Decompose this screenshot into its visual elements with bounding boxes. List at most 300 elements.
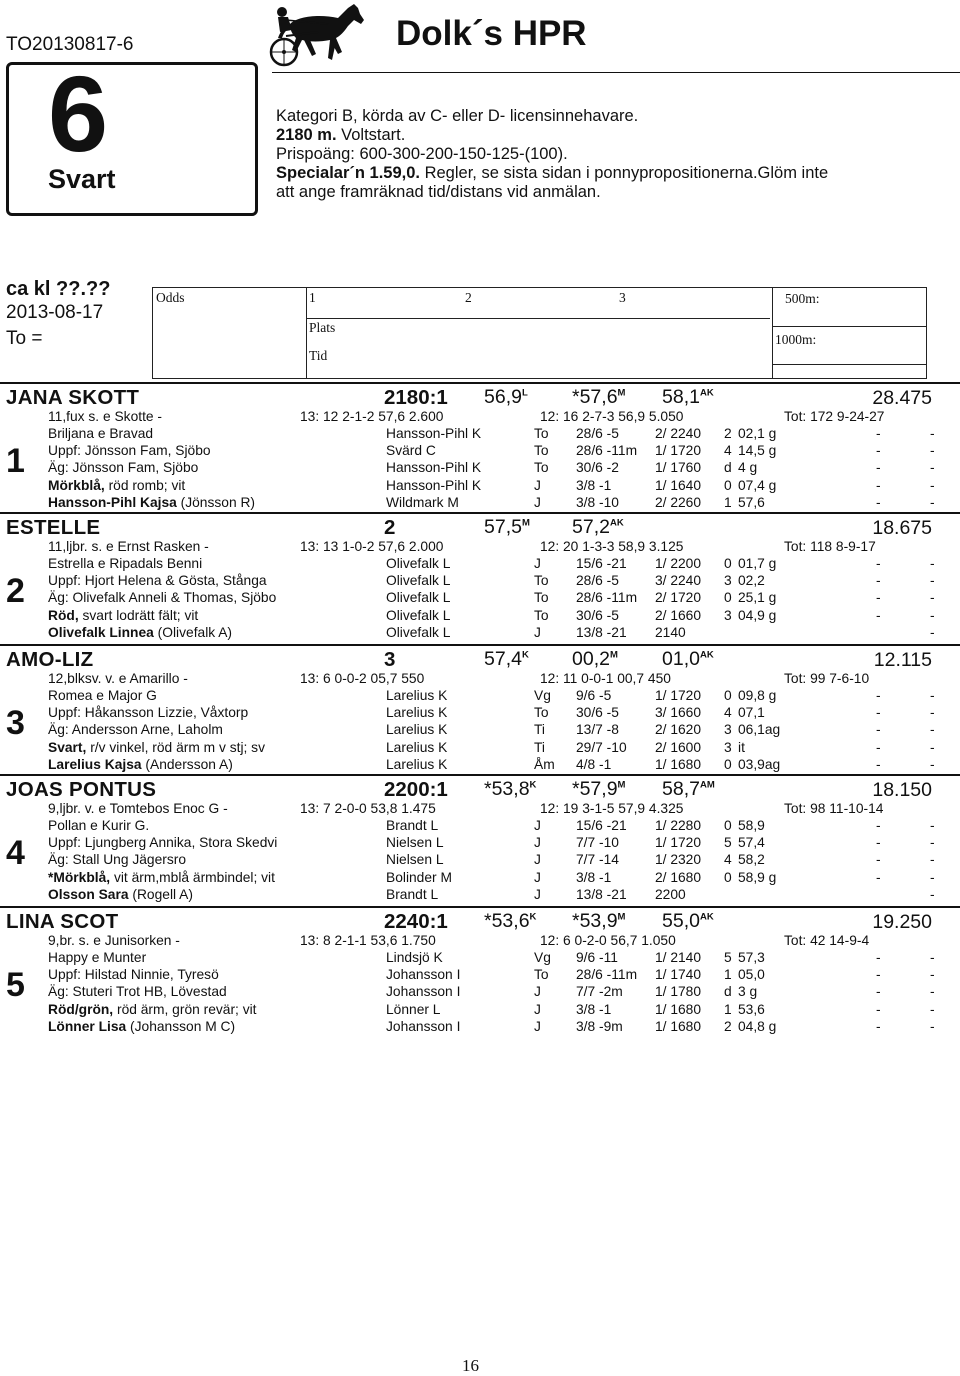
past-start-g: 57,6 (738, 494, 765, 510)
past-start-b: Johansson I (386, 967, 461, 983)
past-start-h: - (876, 705, 881, 721)
past-start-e: 2200 (655, 886, 686, 902)
stats-2013: 13: 8 2-1-1 53,6 1.750 (300, 933, 436, 948)
past-start-e: 1/ 1680 (655, 1018, 702, 1034)
past-start-b: Larelius K (386, 739, 448, 755)
past-start-g: 06,1ag (738, 722, 781, 738)
past-start-c: Ti (534, 739, 545, 755)
past-start-i: - (930, 607, 935, 623)
info-line: Olsson Sara (Rogell A) (48, 886, 193, 902)
start-number: 5 (6, 966, 25, 1004)
past-start-f: 0 (724, 818, 732, 833)
record-s2: $*53,9^M$ (572, 910, 626, 932)
past-start-i: - (930, 556, 935, 571)
past-start-f: 0 (724, 688, 732, 703)
past-start-h: - (876, 556, 881, 571)
past-start-e: 3/ 1660 (655, 705, 702, 721)
past-start-e: 1/ 1680 (655, 1001, 702, 1017)
horse-description: 9,br. s. e Junisorken - (48, 933, 180, 948)
horse-name: JOAS PONTUS (6, 778, 157, 801)
past-start-h: - (876, 460, 881, 476)
horse-name: JANA SKOTT (6, 386, 140, 409)
record-s1: $56,9^L$ (484, 386, 528, 408)
past-start-b: Larelius K (386, 722, 448, 738)
total-earnings: 18.150 (872, 779, 932, 801)
past-start-b: Brandt L (386, 818, 439, 833)
past-start-h: - (876, 835, 881, 851)
past-start-c: To (534, 967, 549, 983)
past-start-h: - (876, 739, 881, 755)
past-start-g: 07,4 g (738, 477, 777, 493)
past-start-i: - (930, 426, 935, 441)
info-line: Romea e Major G (48, 688, 157, 703)
past-start-i: - (930, 835, 935, 851)
start-time: ca kl ??.?? (6, 278, 111, 300)
past-start-f: 4 (724, 705, 732, 721)
record-s3: $58,7^{AM}$ (662, 778, 715, 800)
past-start-b: Johansson I (386, 1018, 461, 1034)
past-start-e: 1/ 1680 (655, 756, 702, 772)
past-start-g: 53,6 (738, 1001, 765, 1017)
past-start-i: - (930, 443, 935, 459)
past-start-i: - (930, 573, 935, 589)
past-start-i: - (930, 688, 935, 703)
past-start-f: 1 (724, 1001, 732, 1017)
past-start-b: Nielsen L (386, 835, 444, 851)
start-distance: 2200:1 (384, 778, 448, 801)
past-start-f: 0 (724, 477, 732, 493)
past-start-b: Hansson-Pihl K (386, 460, 482, 476)
past-start-d: 30/6 -2 (576, 460, 619, 476)
condition-line: att ange framräknad tid/distans vid anmälan. (276, 183, 601, 201)
past-start-f: 0 (724, 756, 732, 772)
start-distance: 2 (384, 516, 396, 539)
info-line: Olivefalk Linnea (Olivefalk A) (48, 624, 233, 640)
past-start-h: - (876, 967, 881, 983)
past-start-c: To (534, 460, 549, 476)
past-start-c: J (534, 852, 541, 868)
past-start-d: 28/6 -5 (576, 573, 619, 589)
past-start-c: Åm (534, 756, 555, 772)
past-start-h: - (876, 756, 881, 772)
stats-2012: 12: 16 2-7-3 56,9 5.050 (540, 409, 684, 424)
past-start-f: 1 (724, 494, 732, 510)
past-start-d: 28/6 -11m (576, 443, 638, 459)
past-start-d: 15/6 -21 (576, 818, 627, 833)
race-id: TO20130817-6 (6, 34, 134, 55)
past-start-c: J (534, 835, 541, 851)
place-3-label: 3 (619, 290, 626, 305)
condition-line: Kategori B, körda av C- eller D- licensinnehavare. (276, 107, 639, 125)
info-line: Larelius Kajsa (Andersson A) (48, 756, 233, 772)
start-number: 2 (6, 572, 25, 610)
record-s2: $00,2^M$ (572, 648, 618, 670)
horse-name: ESTELLE (6, 516, 101, 539)
info-line: Uppf: Ljungberg Annika, Stora Skedvi (48, 835, 278, 851)
stats-2012: 12: 11 0-0-1 00,7 450 (540, 671, 671, 686)
past-start-f: d (724, 460, 732, 476)
past-start-g: 09,8 g (738, 688, 777, 703)
past-start-b: Svärd C (386, 443, 436, 459)
past-start-c: To (534, 590, 549, 606)
past-start-f: 2 (724, 426, 732, 441)
past-start-i: - (930, 852, 935, 868)
past-start-h: - (876, 1001, 881, 1017)
stats-total: Tot: 98 11-10-14 (784, 801, 884, 816)
past-start-f: 0 (724, 869, 732, 885)
entry-rule (0, 512, 960, 514)
stats-2013: 13: 7 2-0-0 53,8 1.475 (300, 801, 436, 816)
past-start-b: Larelius K (386, 705, 448, 721)
past-start-b: Bolinder M (386, 869, 452, 885)
plats-label: Plats (309, 320, 336, 335)
record-s2: $*57,9^M$ (572, 778, 626, 800)
stats-total: Tot: 118 8-9-17 (784, 539, 876, 554)
info-line: Uppf: Hilstad Ninnie, Tyresö (48, 967, 219, 983)
past-start-e: 1/ 2200 (655, 556, 702, 571)
past-start-i: - (930, 722, 935, 738)
stats-2013: 13: 6 0-0-2 05,7 550 (300, 671, 425, 686)
past-start-c: J (534, 494, 541, 510)
place-2-label: 2 (465, 290, 472, 305)
past-start-f: 3 (724, 573, 732, 589)
past-start-g: 04,8 g (738, 1018, 777, 1034)
past-start-f: 5 (724, 950, 732, 965)
past-start-g: 57,4 (738, 835, 765, 851)
past-start-b: Olivefalk L (386, 590, 451, 606)
past-start-i: - (930, 818, 935, 833)
past-start-f: d (724, 984, 732, 1000)
past-start-i: - (930, 705, 935, 721)
past-start-f: 3 (724, 607, 732, 623)
past-start-f: 5 (724, 835, 732, 851)
past-start-d: 30/6 -5 (576, 607, 619, 623)
past-start-e: 1/ 1720 (655, 688, 702, 703)
info-line: Röd/grön, röd ärm, grön revär; vit (48, 1001, 257, 1017)
horse-description: 11,fux s. e Skotte - (48, 409, 163, 424)
past-start-i: - (930, 756, 935, 772)
past-start-h: - (876, 426, 881, 441)
past-start-c: Vg (534, 950, 551, 965)
race-date: 2013-08-17 (6, 302, 104, 323)
past-start-h: - (876, 818, 881, 833)
info-line: Äg: Stuteri Trot HB, Lövestad (48, 984, 227, 1000)
past-start-d: 13/7 -8 (576, 722, 619, 738)
header-rule (272, 72, 960, 73)
past-start-e: 1/ 1760 (655, 460, 702, 476)
info-line: Äg: Andersson Arne, Laholm (48, 722, 223, 738)
info-line: Uppf: Håkansson Lizzie, Våxtorp (48, 705, 249, 721)
past-start-h: - (876, 590, 881, 606)
info-line: Estrella e Ripadals Benni (48, 556, 203, 571)
stats-total: Tot: 42 14-9-4 (784, 933, 870, 948)
past-start-d: 3/8 -1 (576, 869, 612, 885)
1000m-label: 1000m: (775, 332, 817, 347)
past-start-i: - (930, 1018, 935, 1034)
stats-2012: 12: 20 1-3-3 58,9 3.125 (540, 539, 684, 554)
past-start-b: Olivefalk L (386, 607, 451, 623)
info-line: Happy e Munter (48, 950, 147, 965)
past-start-i: - (930, 739, 935, 755)
past-start-g: 01,7 g (738, 556, 777, 571)
entry-rule (0, 774, 960, 776)
info-line: Uppf: Jönsson Fam, Sjöbo (48, 443, 211, 459)
past-start-g: 3 g (738, 984, 758, 1000)
start-distance: 2240:1 (384, 910, 448, 933)
past-start-i: - (930, 460, 935, 476)
past-start-h: - (876, 984, 881, 1000)
past-start-d: 3/8 -1 (576, 477, 612, 493)
info-line: Äg: Jönsson Fam, Sjöbo (48, 460, 199, 476)
stats-2013: 13: 13 1-0-2 57,6 2.000 (300, 539, 444, 554)
entry-rule (0, 644, 960, 646)
sulky-horse-icon (268, 2, 370, 68)
start-number: 3 (6, 704, 25, 742)
past-start-e: 1/ 1780 (655, 984, 702, 1000)
past-start-c: J (534, 556, 541, 571)
past-start-i: - (930, 624, 935, 640)
past-start-e: 1/ 1720 (655, 443, 702, 459)
past-start-c: J (534, 1001, 541, 1017)
past-start-g: 02,2 (738, 573, 765, 589)
past-start-g: 58,9 g (738, 869, 777, 885)
past-start-f: 3 (724, 739, 732, 755)
past-start-c: J (534, 1018, 541, 1034)
past-start-g: 25,1 g (738, 590, 777, 606)
past-start-b: Olivefalk L (386, 573, 451, 589)
past-start-c: Ti (534, 722, 545, 738)
race-number-box (6, 53, 258, 216)
past-start-c: To (534, 607, 549, 623)
past-start-e: 1/ 2140 (655, 950, 702, 965)
start-number: 4 (6, 834, 25, 872)
past-start-g: 07,1 (738, 705, 765, 721)
info-line: Mörkblå, röd romb; vit (48, 477, 186, 493)
past-start-e: 2/ 1680 (655, 869, 702, 885)
past-start-d: 3/8 -9m (576, 1018, 623, 1034)
past-start-b: Larelius K (386, 688, 448, 703)
past-start-d: 15/6 -21 (576, 556, 627, 571)
start-distance: 2180:1 (384, 386, 448, 409)
past-start-h: - (876, 1018, 881, 1034)
past-start-c: To (534, 426, 549, 441)
past-start-d: 13/8 -21 (576, 886, 627, 902)
stats-2012: 12: 6 0-2-0 56,7 1.050 (540, 933, 676, 948)
page-number: 16 (462, 1356, 479, 1375)
info-line: Äg: Stall Ung Jägersro (48, 852, 187, 868)
past-start-g: 04,9 g (738, 607, 777, 623)
past-start-g: 58,9 (738, 818, 765, 833)
horse-description: 9,ljbr. v. e Tomtebos Enoc G - (48, 801, 228, 816)
start-distance: 3 (384, 648, 396, 671)
past-start-i: - (930, 950, 935, 965)
stats-2013: 13: 12 2-1-2 57,6 2.600 (300, 409, 444, 424)
past-start-d: 28/6 -5 (576, 426, 619, 441)
past-start-d: 30/6 -5 (576, 705, 619, 721)
past-start-d: 9/6 -11 (576, 950, 618, 965)
past-start-b: Lönner L (386, 1001, 441, 1017)
past-start-i: - (930, 984, 935, 1000)
past-start-f: 0 (724, 590, 732, 606)
past-start-d: 7/7 -10 (576, 835, 619, 851)
condition-line: Prispoäng: 600-300-200-150-125-(100). (276, 145, 568, 163)
past-start-d: 13/8 -21 (576, 624, 627, 640)
past-start-h: - (876, 688, 881, 703)
tid-label: Tid (309, 348, 328, 363)
past-start-f: 2 (724, 1018, 732, 1034)
past-start-c: J (534, 869, 541, 885)
past-start-c: To (534, 705, 549, 721)
past-start-c: J (534, 477, 541, 493)
record-s3: $55,0^{AK}$ (662, 910, 714, 932)
past-start-d: 3/8 -1 (576, 1001, 612, 1017)
record-s2: $*57,6^M$ (572, 386, 626, 408)
past-start-e: 2/ 1600 (655, 739, 702, 755)
past-start-d: 28/6 -11m (576, 590, 638, 606)
info-line: Uppf: Hjort Helena & Gösta, Stånga (48, 573, 267, 589)
past-start-e: 2140 (655, 624, 686, 640)
record-s3: $01,0^{AK}$ (662, 648, 714, 670)
past-start-b: Olivefalk L (386, 624, 451, 640)
past-start-d: 29/7 -10 (576, 739, 627, 755)
record-s1: $57,5^M$ (484, 516, 530, 538)
start-number: 1 (6, 442, 25, 480)
track-label: To = (6, 328, 43, 349)
past-start-g: 03,9ag (738, 756, 781, 772)
entry-rule (0, 906, 960, 908)
stats-total: Tot: 172 9-24-27 (784, 409, 885, 424)
past-start-i: - (930, 1001, 935, 1017)
500m-label: 500m: (785, 291, 820, 306)
past-start-b: Hansson-Pihl K (386, 426, 482, 441)
info-line: Svart, r/v vinkel, röd ärm m v stj; sv (48, 739, 265, 755)
condition-line: Specialar´n 1.59,0. Regler, se sista sidan i ponnypropositionerna.Glöm inte (276, 164, 829, 182)
entry-rule (0, 382, 960, 384)
past-start-c: J (534, 886, 541, 902)
past-start-d: 3/8 -10 (576, 494, 619, 510)
record-s1: $57,4^K$ (484, 648, 529, 670)
past-start-b: Johansson I (386, 984, 461, 1000)
past-start-i: - (930, 886, 935, 902)
race-number: 6 (48, 53, 109, 174)
past-start-h: - (876, 852, 881, 868)
horse-description: 11,ljbr. s. e Ernst Rasken - (48, 539, 209, 554)
past-start-c: J (534, 984, 541, 1000)
horse-name: AMO-LIZ (6, 648, 94, 671)
past-start-g: 05,0 (738, 967, 765, 983)
past-start-f: 3 (724, 722, 732, 738)
past-start-h: - (876, 869, 881, 885)
past-start-b: Brandt L (386, 886, 439, 902)
past-start-g: 58,2 (738, 852, 765, 868)
past-start-f: 0 (724, 556, 732, 571)
info-line: Lönner Lisa (Johansson M C) (48, 1018, 236, 1034)
past-start-g: 02,1 g (738, 426, 777, 441)
past-start-e: 1/ 1720 (655, 835, 702, 851)
past-start-e: 1/ 2320 (655, 852, 702, 868)
past-start-e: 2/ 1620 (655, 722, 702, 738)
past-start-b: Larelius K (386, 756, 448, 772)
past-start-g: 4 g (738, 460, 758, 476)
past-start-h: - (876, 950, 881, 965)
past-start-e: 2/ 2240 (655, 426, 702, 441)
record-s1: $*53,6^K$ (484, 910, 537, 932)
past-start-b: Wildmark M (386, 494, 459, 510)
race-color: Svart (48, 164, 116, 194)
past-start-i: - (930, 477, 935, 493)
past-start-d: 4/8 -1 (576, 756, 612, 772)
past-start-f: 4 (724, 852, 732, 868)
past-start-e: 2/ 1720 (655, 590, 702, 606)
odds-label: Odds (156, 290, 185, 305)
info-line: Briljana e Bravad (48, 426, 154, 441)
past-start-h: - (876, 607, 881, 623)
condition-line: 2180 m. Voltstart. (276, 126, 406, 144)
past-start-i: - (930, 869, 935, 885)
stats-2012: 12: 19 3-1-5 57,9 4.325 (540, 801, 684, 816)
past-start-h: - (876, 443, 881, 459)
record-s3: $58,1^{AK}$ (662, 386, 714, 408)
past-start-f: 1 (724, 967, 732, 983)
past-start-h: - (876, 722, 881, 738)
past-start-b: Nielsen L (386, 852, 444, 868)
past-start-i: - (930, 494, 935, 510)
record-s2: $57,2^{AK}$ (572, 516, 624, 538)
horse-description: 12,blksv. v. e Amarillo - (48, 671, 188, 686)
total-earnings: 28.475 (872, 387, 932, 409)
past-start-e: 1/ 1740 (655, 967, 702, 983)
horse-name: LINA SCOT (6, 910, 119, 933)
past-start-e: 2/ 1660 (655, 607, 702, 623)
past-start-i: - (930, 590, 935, 606)
past-start-h: - (876, 494, 881, 510)
stats-total: Tot: 99 7-6-10 (784, 671, 870, 686)
info-line: Röd, svart lodrätt fält; vit (48, 607, 199, 623)
past-start-c: J (534, 818, 541, 833)
past-start-d: 9/6 -5 (576, 688, 612, 703)
past-start-c: To (534, 443, 549, 459)
record-s1: $*53,8^K$ (484, 778, 537, 800)
past-start-g: it (738, 739, 745, 755)
past-start-g: 14,5 g (738, 443, 777, 459)
past-start-e: 1/ 2280 (655, 818, 702, 833)
past-start-c: To (534, 573, 549, 589)
past-start-h: - (876, 573, 881, 589)
odds-table (152, 287, 927, 379)
past-start-d: 7/7 -2m (576, 984, 623, 1000)
total-earnings: 18.675 (872, 517, 932, 539)
past-start-g: 57,3 (738, 950, 765, 965)
place-1-label: 1 (309, 290, 316, 305)
past-start-b: Lindsjö K (386, 950, 443, 965)
info-line: *Mörkblå, vit ärm,mblå ärmbindel; vit (48, 869, 275, 885)
past-start-i: - (930, 967, 935, 983)
past-start-c: J (534, 624, 541, 640)
race-title: Dolk´s HPR (396, 14, 587, 53)
past-start-e: 2/ 2260 (655, 494, 702, 510)
total-earnings: 12.115 (873, 649, 932, 671)
past-start-e: 1/ 1640 (655, 477, 702, 493)
info-line: Hansson-Pihl Kajsa (Jönsson R) (48, 494, 256, 510)
past-start-d: 7/7 -14 (576, 852, 619, 868)
info-line: Pollan e Kurir G. (48, 818, 150, 833)
info-line: Äg: Olivefalk Anneli & Thomas, Sjöbo (48, 590, 277, 606)
total-earnings: 19.250 (872, 911, 932, 933)
past-start-c: Vg (534, 688, 551, 703)
past-start-b: Hansson-Pihl K (386, 477, 482, 493)
past-start-f: 4 (724, 443, 732, 459)
past-start-e: 3/ 2240 (655, 573, 702, 589)
